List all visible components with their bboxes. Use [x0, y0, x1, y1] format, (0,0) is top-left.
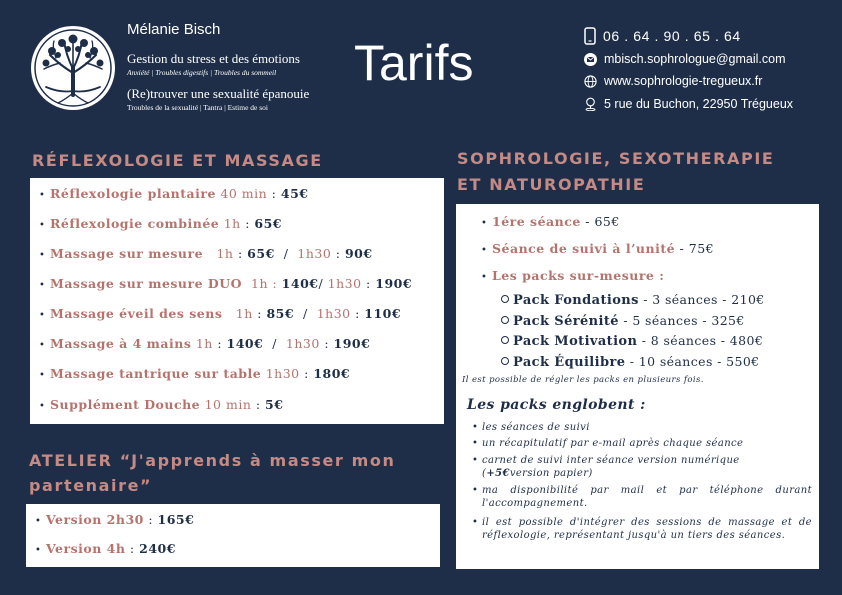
bullet-dot: • [472, 455, 479, 466]
sophro-item [476, 241, 819, 256]
duration: 1h : [242, 276, 278, 291]
separator: : [125, 541, 140, 556]
price-2: 90€ [344, 246, 373, 261]
pack-detail: - 3 séances - 210€ [638, 292, 765, 307]
reflexo-heading: RÉFLEXOLOGIE ET MASSAGE [32, 151, 323, 170]
bullet-dot: • [472, 517, 479, 528]
sophro-service-name: Séance de suivi à l’unité [492, 241, 676, 256]
website-url: www.sophrologie-tregueux.fr [604, 74, 763, 88]
contact-address[interactable] [584, 97, 793, 111]
bullet-dot: • [35, 545, 41, 556]
duration: 10 min [200, 397, 252, 412]
bullet-dot: • [472, 438, 479, 449]
price-2: 190€ [375, 276, 413, 291]
service-name: Réflexologie plantaire [50, 186, 216, 201]
bullet-dot: • [39, 280, 45, 291]
pack-name: Pack Sérénité [513, 314, 619, 329]
paper-extra-price: +5€ [486, 468, 510, 479]
phone-icon [584, 27, 596, 45]
pack-item [501, 354, 760, 370]
tree-of-life-logo [30, 25, 116, 111]
pack-detail: - 8 séances - 480€ [637, 333, 764, 348]
separator: : [212, 336, 227, 351]
reflexo-item [34, 306, 444, 321]
duration: 1h [203, 246, 234, 261]
separator: : [251, 397, 266, 412]
service-name: Massage à 4 mains [50, 336, 192, 351]
duration-2: 1h30 [285, 336, 320, 351]
include-text: un récapitulatif par e-mail après chaque séance [482, 438, 744, 449]
reflexo-item [34, 186, 444, 201]
separator: : [267, 186, 281, 201]
atelier-price-box [26, 504, 440, 567]
bullet-dot: • [39, 220, 45, 231]
price: 85€ [266, 306, 295, 321]
pack-item [501, 313, 745, 329]
duration: 40 min [215, 186, 268, 201]
pack-name: Pack Équilibre [513, 355, 626, 370]
price: 45€ [280, 186, 309, 201]
circle-bullet [501, 295, 509, 303]
include-item [472, 516, 812, 542]
bullet-dot: • [472, 422, 479, 433]
packs-include-title: Les packs englobent : [467, 397, 646, 413]
pack-detail: - 5 séances - 325€ [618, 313, 745, 328]
slash-separator: / [294, 306, 317, 321]
contact-website[interactable] [584, 74, 762, 88]
atelier-name: Version 4h [46, 541, 126, 556]
page-title: Tarifs [354, 35, 474, 91]
paper-extra-label: version papier) [509, 468, 593, 479]
price-2: 110€ [364, 306, 402, 321]
atelier-heading-line-2: partenaire” [29, 476, 153, 495]
reflexo-item [34, 246, 444, 261]
price: 140€ [281, 276, 319, 291]
atelier-price: 165€ [157, 512, 195, 527]
service-name: Réflexologie combinée [50, 216, 220, 231]
price: 5€ [265, 397, 284, 412]
circle-bullet [501, 357, 509, 365]
include-item [472, 421, 812, 434]
postal-address: 5 rue du Buchon, 22950 Trégueux [604, 97, 794, 111]
separator-2: : [331, 246, 345, 261]
include-text-block [482, 484, 812, 510]
sophro-heading-line-1: SOPHROLOGIE, SEXOTHERAPIE [457, 149, 775, 168]
price: 180€ [313, 366, 351, 381]
include-text: il est possible d'intégrer des sessions de massage et de réflexologie, représentant jusqu'à un tiers des séances. [482, 517, 812, 541]
pack-item [501, 333, 763, 349]
include-text: carnet de suivi inter séance version numérique [482, 455, 740, 466]
bullet-dot: • [39, 310, 45, 321]
bullet-dot: • [39, 370, 45, 381]
price-2: 190€ [333, 336, 371, 351]
pack-name: Pack Motivation [513, 334, 638, 349]
bullet-dot: • [39, 190, 45, 201]
separator-2: : [350, 306, 365, 321]
include-text-block [482, 516, 812, 542]
reflexo-item [34, 216, 444, 231]
bullet-dot: • [39, 401, 45, 412]
circle-bullet [501, 336, 509, 344]
service-name: Massage sur mesure DUO [50, 276, 243, 291]
slash-separator: / [274, 246, 298, 261]
atelier-item [30, 512, 440, 527]
service-name: Massage sur mesure [50, 246, 204, 261]
sophro-service-name: Les packs sur-mesure : [492, 268, 665, 283]
reflexo-item [34, 336, 444, 351]
sophro-item [476, 214, 819, 229]
duration: 1h [219, 216, 241, 231]
bullet-dot: • [481, 272, 487, 283]
atelier-name: Version 2h30 [46, 512, 144, 527]
bullet-dot: • [481, 218, 487, 229]
separator-2: : [361, 276, 376, 291]
phone-number: 06 . 64 . 90 . 65 . 64 [603, 28, 741, 44]
bullet-dot: • [35, 516, 41, 527]
atelier-heading-line-1: ATELIER “J'apprends à masser mon [29, 451, 396, 470]
separator: : [143, 512, 158, 527]
bullet-dot: • [472, 485, 479, 496]
reflexo-item [34, 397, 444, 412]
include-item [472, 484, 812, 510]
contact-phone[interactable] [584, 27, 741, 45]
reflexo-item [34, 366, 444, 381]
pack-name: Pack Fondations [513, 293, 639, 308]
bullet-dot: • [481, 245, 487, 256]
service-name: Massage tantrique sur table [50, 366, 262, 381]
packs-payment-note: Il est possible de régler les packs en plusieurs fois. [462, 375, 704, 385]
globe-icon [584, 75, 597, 88]
duration-2: 1h30 [316, 306, 351, 321]
bullet-dot: • [39, 250, 45, 261]
separator: : [252, 306, 267, 321]
circle-bullet [501, 316, 509, 324]
sophro-service-name: 1ére séance [492, 214, 581, 229]
service-name: Massage éveil des sens [50, 306, 223, 321]
sophro-price: - 65€ [580, 214, 620, 229]
separator: : [299, 366, 314, 381]
atelier-price: 240€ [139, 541, 176, 556]
service-line-1: Gestion du stress et des émotions [127, 51, 300, 66]
price: 140€ [226, 336, 264, 351]
include-item [472, 437, 812, 450]
duration: 1h [191, 336, 213, 351]
pack-item [501, 292, 765, 308]
sophro-heading-line-2: ET NATUROPATHIE [457, 175, 646, 194]
include-item [472, 454, 812, 480]
include-text-block [482, 421, 590, 434]
sophro-price: - 75€ [675, 241, 715, 256]
include-text-block [482, 437, 743, 450]
email-address: mbisch.sophrologue@gmail.com [604, 52, 786, 66]
paren-open: ( [482, 468, 487, 479]
pack-detail: - 10 séances - 550€ [625, 354, 760, 369]
location-icon [584, 97, 597, 111]
separator-2: : [319, 336, 334, 351]
include-text: ma disponibilité par mail et par téléphone durant l'accompagnement. [482, 485, 812, 509]
include-text: les séances de suivi [482, 422, 590, 433]
separator: : [240, 216, 255, 231]
email-icon [584, 53, 597, 66]
sophro-item [476, 268, 819, 283]
duration: 1h30 [261, 366, 300, 381]
duration: 1h [222, 306, 253, 321]
price: 65€ [247, 246, 275, 261]
service-line-2: (Re)trouver une sexualité épanouie [127, 86, 310, 101]
separator: : [233, 246, 248, 261]
slash-separator: / [263, 336, 286, 351]
bullet-dot: • [39, 340, 45, 351]
reflexo-price-box [30, 178, 444, 424]
reflexo-item [34, 276, 444, 291]
include-text-block [482, 454, 740, 480]
slash-separator: / [318, 276, 328, 291]
service-name: Supplément Douche [50, 397, 201, 412]
atelier-item [30, 541, 440, 556]
sophro-price-box [456, 204, 819, 569]
duration-2: 1h30 [327, 276, 362, 291]
contact-email[interactable] [584, 52, 786, 66]
service-line-1-detail: Anxiété | Troubles digestifs | Troubles du sommeil [127, 68, 277, 77]
price: 65€ [254, 216, 282, 231]
service-line-2-detail: Troubles de la sexualité | Tantra | Estime de soi [127, 103, 268, 112]
duration-2: 1h30 [297, 246, 332, 261]
practitioner-name: Mélanie Bisch [127, 21, 221, 38]
